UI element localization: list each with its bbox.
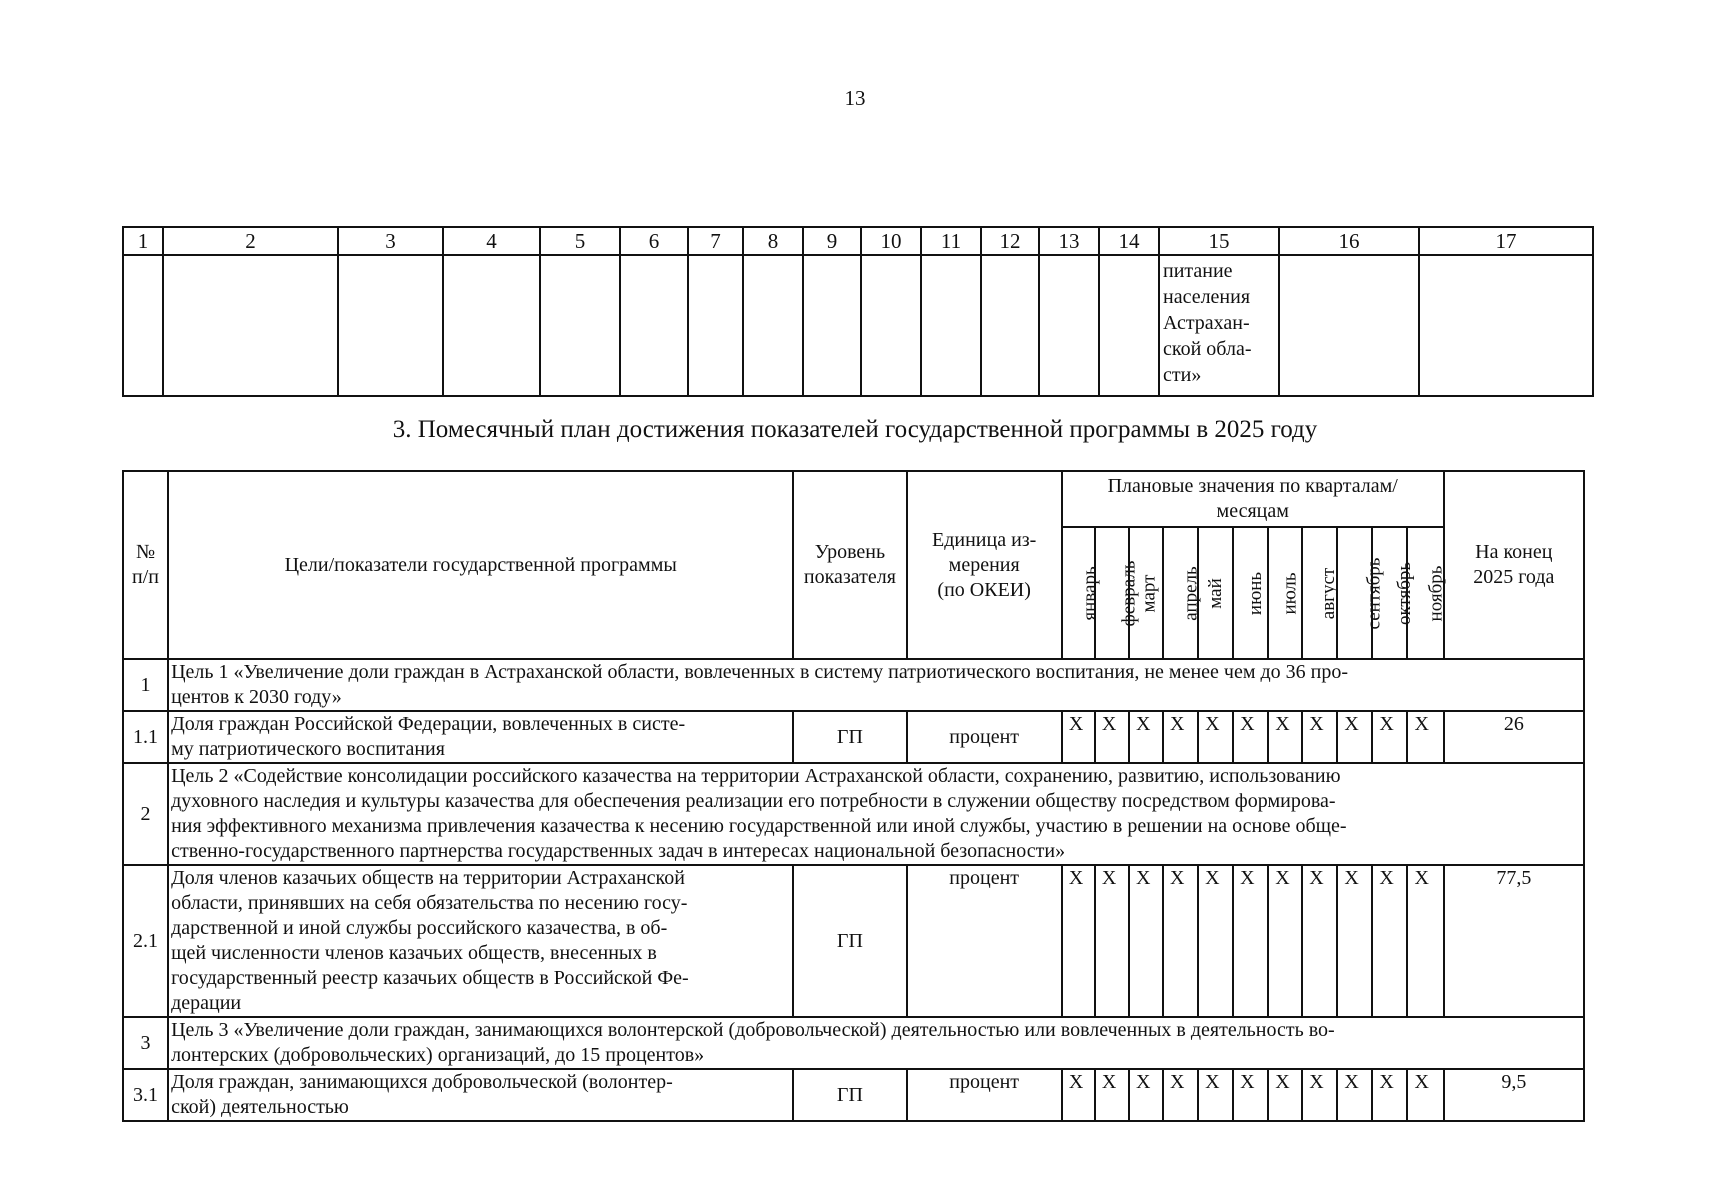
text-line: му патриотического воспитания: [171, 738, 445, 760]
month-value: X: [1129, 711, 1163, 763]
month-label: октябрь: [1394, 561, 1416, 625]
indicator-row: [123, 865, 1584, 1017]
indicator-unit: процент: [907, 711, 1062, 763]
month-label: ноябрь: [1425, 565, 1447, 621]
column-number: 4: [443, 227, 540, 255]
column-number: 11: [921, 227, 981, 255]
header-end-of-year: [1444, 471, 1584, 659]
header-text: (по ОКЕИ): [937, 578, 1031, 601]
text-line: Доля граждан Российской Федерации, вовлеченных в систе-: [171, 713, 686, 735]
empty-cell: [620, 255, 688, 396]
text-line: Доля членов казачьих обществ на территории Астраханской: [171, 867, 685, 889]
month-value: X: [1129, 865, 1163, 1017]
row-number: 3: [123, 1017, 168, 1069]
empty-cell: [1039, 255, 1099, 396]
column-number: 10: [861, 227, 921, 255]
monthly-plan-table: [122, 470, 1585, 1122]
text-line: центов к 2030 году»: [171, 686, 342, 708]
header-num: [123, 471, 168, 659]
indicator-text: [168, 711, 793, 763]
text-line: Цель 1 «Увеличение доли граждан в Астраханской области, вовлеченных в систему патриотического воспитания, не менее чем до 36 про-: [171, 661, 1349, 683]
month-value: X: [1233, 711, 1268, 763]
month-value: X: [1302, 1069, 1337, 1121]
month-header-january: [1062, 527, 1101, 659]
text-line: государственный реестр казачьих обществ в Российской Фе-: [171, 967, 689, 989]
month-value: X: [1233, 1069, 1268, 1121]
goal-row: [123, 1017, 1584, 1069]
end-of-year-value: 9,5: [1444, 1069, 1584, 1121]
month-label: май: [1205, 577, 1227, 609]
empty-cell: [921, 255, 981, 396]
indicator-text: [168, 865, 793, 1017]
column-number: 1: [123, 227, 163, 255]
month-value: X: [1302, 865, 1337, 1017]
header-text: месяцам: [1216, 500, 1289, 522]
row-number: 2: [123, 763, 168, 865]
month-header-may: [1198, 527, 1233, 659]
empty-cell: [1279, 255, 1419, 396]
indicator-unit: процент: [907, 1069, 1062, 1121]
empty-cell: [540, 255, 620, 396]
empty-cell: [743, 255, 803, 396]
month-value: X: [1372, 711, 1407, 763]
month-value: X: [1062, 1069, 1095, 1121]
page-number: 13: [844, 86, 866, 110]
empty-cell: [688, 255, 743, 396]
month-value: X: [1198, 865, 1233, 1017]
text-line: ния эффективного механизма привлечения казачества к несению государственной или иной службы, участию в решении на основе обще-: [171, 815, 1347, 837]
column-number: 8: [743, 227, 803, 255]
column-number: 2: [163, 227, 338, 255]
text-line: ской) деятельностью: [171, 1096, 349, 1118]
indicator-row: [123, 1069, 1584, 1121]
column-15-text: [1159, 255, 1279, 396]
text-line: ской обла-: [1163, 338, 1252, 360]
row-number: 2.1: [123, 865, 168, 1017]
column-number: 9: [803, 227, 861, 255]
month-value: X: [1337, 711, 1372, 763]
month-value: X: [1407, 1069, 1443, 1121]
column-number: 17: [1419, 227, 1593, 255]
month-label: июнь: [1245, 571, 1267, 615]
month-value: X: [1372, 1069, 1407, 1121]
header-text: Уровень: [814, 541, 886, 563]
month-value: X: [1129, 1069, 1163, 1121]
month-value: X: [1095, 711, 1129, 763]
month-value: X: [1163, 1069, 1198, 1121]
indicator-text: [168, 1069, 793, 1121]
empty-cell: [1419, 255, 1593, 396]
empty-cell: [123, 255, 163, 396]
continuation-table: [122, 226, 1594, 397]
continuation-body-row: [123, 255, 1593, 396]
empty-cell: [981, 255, 1039, 396]
empty-cell: [443, 255, 540, 396]
month-header-june: [1233, 527, 1268, 659]
column-number: 16: [1279, 227, 1419, 255]
header-text: показателя: [803, 566, 896, 588]
goal-row: [123, 659, 1584, 711]
month-label: август: [1318, 567, 1340, 619]
table-header-row: [123, 471, 1584, 527]
month-label: март: [1138, 574, 1160, 612]
header-text: №: [135, 541, 156, 563]
empty-cell: [1099, 255, 1159, 396]
continuation-header-row: [123, 227, 1593, 255]
empty-cell: [163, 255, 338, 396]
indicator-row: [123, 711, 1584, 763]
column-number: 3: [338, 227, 443, 255]
indicator-level: ГП: [793, 1069, 906, 1121]
column-number: 5: [540, 227, 620, 255]
month-value: X: [1268, 1069, 1302, 1121]
text-line: сти»: [1163, 364, 1202, 386]
month-value: X: [1062, 865, 1095, 1017]
text-line: Астрахан-: [1163, 312, 1250, 334]
header-planned-values: [1062, 471, 1444, 527]
month-header-april: [1163, 527, 1202, 659]
row-number: 3.1: [123, 1069, 168, 1121]
header-text: Плановые значения по кварталам/: [1107, 475, 1398, 497]
text-line: лонтерских (добровольческих) организаций, до 15 процентов»: [171, 1044, 705, 1066]
month-value: X: [1337, 865, 1372, 1017]
empty-cell: [803, 255, 861, 396]
row-number: 1.1: [123, 711, 168, 763]
indicator-level: ГП: [793, 865, 906, 1017]
header-text: Единица из-: [931, 528, 1037, 551]
month-value: X: [1062, 711, 1095, 763]
month-value: X: [1407, 711, 1443, 763]
header-text: 2025 года: [1473, 566, 1555, 588]
text-line: Цель 3 «Увеличение доли граждан, занимающихся волонтерской (добровольческой) деятельностью или вовлеченных в деятельность во-: [171, 1019, 1335, 1041]
row-number: 1: [123, 659, 168, 711]
column-number: 13: [1039, 227, 1099, 255]
end-of-year-value: 77,5: [1444, 865, 1584, 1017]
column-number: 7: [688, 227, 743, 255]
indicator-level: ГП: [793, 711, 906, 763]
end-of-year-value: 26: [1444, 711, 1584, 763]
month-value: X: [1268, 711, 1302, 763]
column-number: 12: [981, 227, 1039, 255]
month-value: X: [1302, 711, 1337, 763]
column-number: 14: [1099, 227, 1159, 255]
month-value: X: [1163, 711, 1198, 763]
month-value: X: [1372, 865, 1407, 1017]
month-value: X: [1198, 1069, 1233, 1121]
text-line: щей численности членов казачьих обществ, внесенных в: [171, 942, 657, 964]
header-text: мерения: [948, 553, 1020, 576]
text-line: Доля граждан, занимающихся добровольческой (волонтер-: [171, 1071, 673, 1093]
empty-cell: [861, 255, 921, 396]
text-line: духовного наследия и культуры казачества для обеспечения реализации его потребности в служении обществу посредством формирова-: [171, 790, 1336, 812]
section-title: 3. Помесячный план достижения показателей государственной программы в 2025 году: [392, 416, 1318, 443]
month-header-august: [1302, 527, 1340, 659]
month-value: X: [1337, 1069, 1372, 1121]
month-value: X: [1407, 865, 1443, 1017]
goal-text: [168, 1017, 1584, 1069]
goal-text: [168, 763, 1584, 865]
text-line: питание: [1163, 260, 1233, 282]
month-label: январь: [1079, 565, 1101, 621]
month-label: февраль: [1118, 560, 1140, 626]
header-unit: [907, 471, 1062, 659]
month-header-september: [1337, 527, 1385, 659]
month-value: X: [1268, 865, 1302, 1017]
text-line: населения: [1163, 286, 1251, 308]
text-line: ственно-государственного партнерства государственных задач в интересах национальной безопасности»: [171, 840, 1066, 862]
text-line: дарственной и иной службы российского казачества, в об-: [171, 917, 668, 939]
goal-row: [123, 763, 1584, 865]
header-goals: Цели/показатели государственной программы: [168, 471, 793, 659]
month-value: X: [1198, 711, 1233, 763]
text-line: дерации: [171, 992, 242, 1014]
month-value: X: [1095, 865, 1129, 1017]
month-label: июль: [1279, 571, 1301, 615]
column-number: 15: [1159, 227, 1279, 255]
month-value: X: [1233, 865, 1268, 1017]
header-text: п/п: [132, 566, 160, 588]
month-label: сентябрь: [1363, 557, 1385, 629]
column-number: 6: [620, 227, 688, 255]
text-line: области, принявших на себя обязательства по несению госу-: [171, 892, 688, 914]
month-label: апрель: [1180, 565, 1202, 621]
month-header-july: [1268, 527, 1302, 659]
empty-cell: [338, 255, 443, 396]
goal-text: [168, 659, 1584, 711]
month-value: X: [1095, 1069, 1129, 1121]
header-text: На конец: [1475, 541, 1553, 563]
month-value: X: [1163, 865, 1198, 1017]
indicator-unit: процент: [907, 865, 1062, 1017]
text-line: Цель 2 «Содействие консолидации российского казачества на территории Астраханской области, сохранению, развитию, использованию: [171, 765, 1341, 787]
header-level: [793, 471, 906, 659]
